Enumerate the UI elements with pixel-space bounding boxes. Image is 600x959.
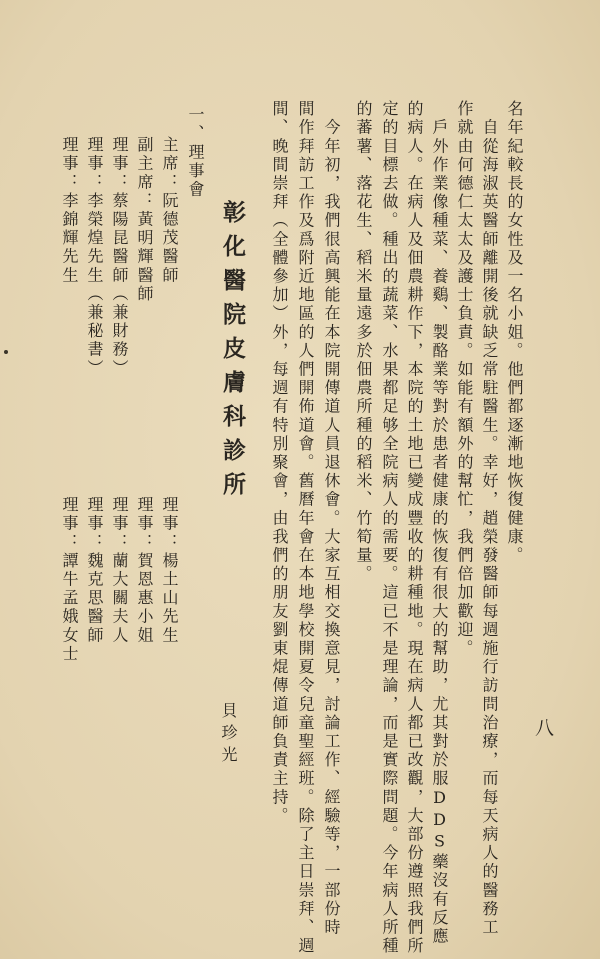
text-column: 的病人。在病人及佃農耕作下，本院的土地已變成豐收的耕種地。現在病人都已改觀，大部份遵照我們所 <box>405 100 424 956</box>
text-column: 戶外作業像種菜、養鷄、製酪業等對於患者健康的恢復有很大的幫助，尤其對於服DDS藥沒有反應 <box>430 100 449 946</box>
board-heading: 一、理事會 <box>186 106 205 199</box>
page-number: 八 <box>532 718 554 740</box>
board-member: 理事：譚牛孟娥女士 <box>60 496 79 664</box>
article-title: 彰化醫院皮膚科診所 <box>219 200 246 506</box>
board-member: 理事：李榮煌先生（兼秘書） <box>85 136 104 378</box>
board-member: 理事：蘭大關夫人 <box>110 496 129 645</box>
text-column: 名年紀較長的女性及一名小姐。他們都逐漸地恢復健康。 <box>505 100 524 565</box>
board-member: 副主席：黃明輝醫師 <box>135 136 154 304</box>
article-author: 貝珍光 <box>219 702 238 768</box>
board-member: 理事：蔡陽昆醫師（兼財務） <box>110 136 129 378</box>
ink-spot <box>4 350 8 354</box>
text-column: 自從海淑英醫師離開後就缺乏常駐醫生。幸好，趙榮發醫師每週施行訪問治療，而每天病人的醫務工 <box>480 100 499 937</box>
board-member: 理事：楊土山先生 <box>160 496 179 645</box>
text-column: 間作拜訪工作及爲附近地區的人們開佈道會。舊曆年會在本地學校開夏令兒童聖經班。除了主日崇拜、週 <box>296 100 315 956</box>
text-column: 間、晚間崇拜（全體參加）外，每週有特別聚會，由我們的朋友劉東焜傳道師負責主持。 <box>270 100 289 826</box>
text-column: 的蕃薯、落花生、稻米量遠多於佃農所種的稻米、竹筍量。 <box>354 100 373 584</box>
text-column: 今年初，我們很高興能在本院開傳道人員退休會。大家互相交換意見，討論工作、經驗等，一部份時 <box>322 100 341 937</box>
board-member: 理事：李錦輝先生 <box>60 136 79 285</box>
board-member: 主席：阮德茂醫師 <box>160 136 179 285</box>
board-member: 理事：賀恩惠小姐 <box>135 496 154 645</box>
text-column: 作就由何德仁太太及護士負責。如能有額外的幫忙，我們倍加歡迎。 <box>455 100 474 658</box>
board-member: 理事：魏克思醫師 <box>85 496 104 645</box>
text-column: 定的目標去做。種出的蔬菜、水果都足够全院病人的需要。這已不是理論，而是實際問題。今年病人所種 <box>380 100 399 956</box>
